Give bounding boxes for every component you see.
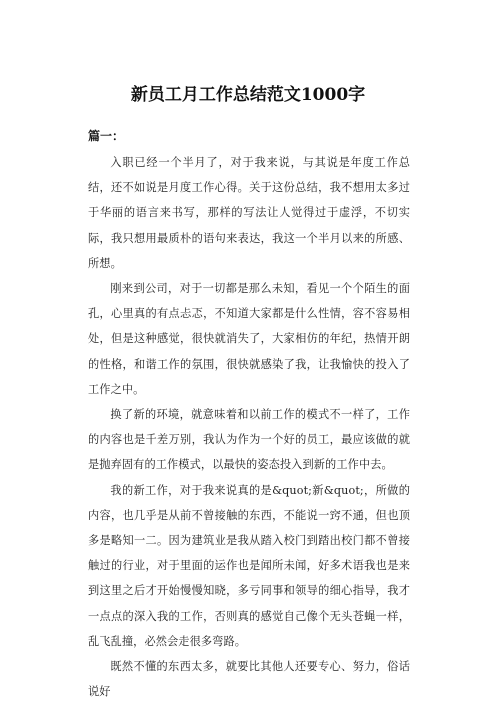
paragraph: 刚来到公司，对于一切都是那么未知，看见一个个陌生的面孔，心里真的有点忐忑，不知道大家都是什么性情，容不容易相处，但是这种感觉，很快就消失了，大家相仿的年纪，热情开朗的性格，和谐工作的氛围，很快就感染了我，让我愉快的投入了工作之中。 bbox=[88, 282, 410, 396]
section-heading: 篇一： bbox=[88, 129, 125, 143]
document-body bbox=[88, 150, 410, 704]
paragraph: 我的新工作，对于我来说真的是&quot;新&quot;，所做的内容，也几乎是从前不曾接触的东西，不能说一窍不通，但也顶多是略知一二。因为建筑业是我从踏入校门到踏出校门都不曾接触过的行业，对于里面的运作也是闻所未闻，好多术语我也是来到这里之后才开始慢慢知晓，多亏同事和领导的细心指导，我才一点点的深入我的工作，否则真的感觉自己像个无头苍蝇一样，乱飞乱撞，必然会走很多弯路。 bbox=[88, 483, 410, 648]
paragraph: 既然不懂的东西太多，就要比其他人还要专心、努力，俗话说好 bbox=[88, 660, 410, 699]
paragraph: 换了新的环境，就意味着和以前工作的模式不一样了，工作的内容也是千差万别，我认为作为一个好的员工，最应该做的就是抛弃固有的工作模式，以最快的姿态投入到新的工作中去。 bbox=[88, 408, 410, 472]
paragraph: 入职已经一个半月了，对于我来说，与其说是年度工作总结，还不如说是月度工作心得。关于这份总结，我不想用太多过于华丽的语言来书写，那样的写法让人觉得过于虚浮，不切实际，我只想用最质朴的语句来表达，我这一个半月以来的所感、所想。 bbox=[88, 156, 410, 270]
document-title: 新员工月工作总结范文1000字 bbox=[130, 85, 366, 105]
